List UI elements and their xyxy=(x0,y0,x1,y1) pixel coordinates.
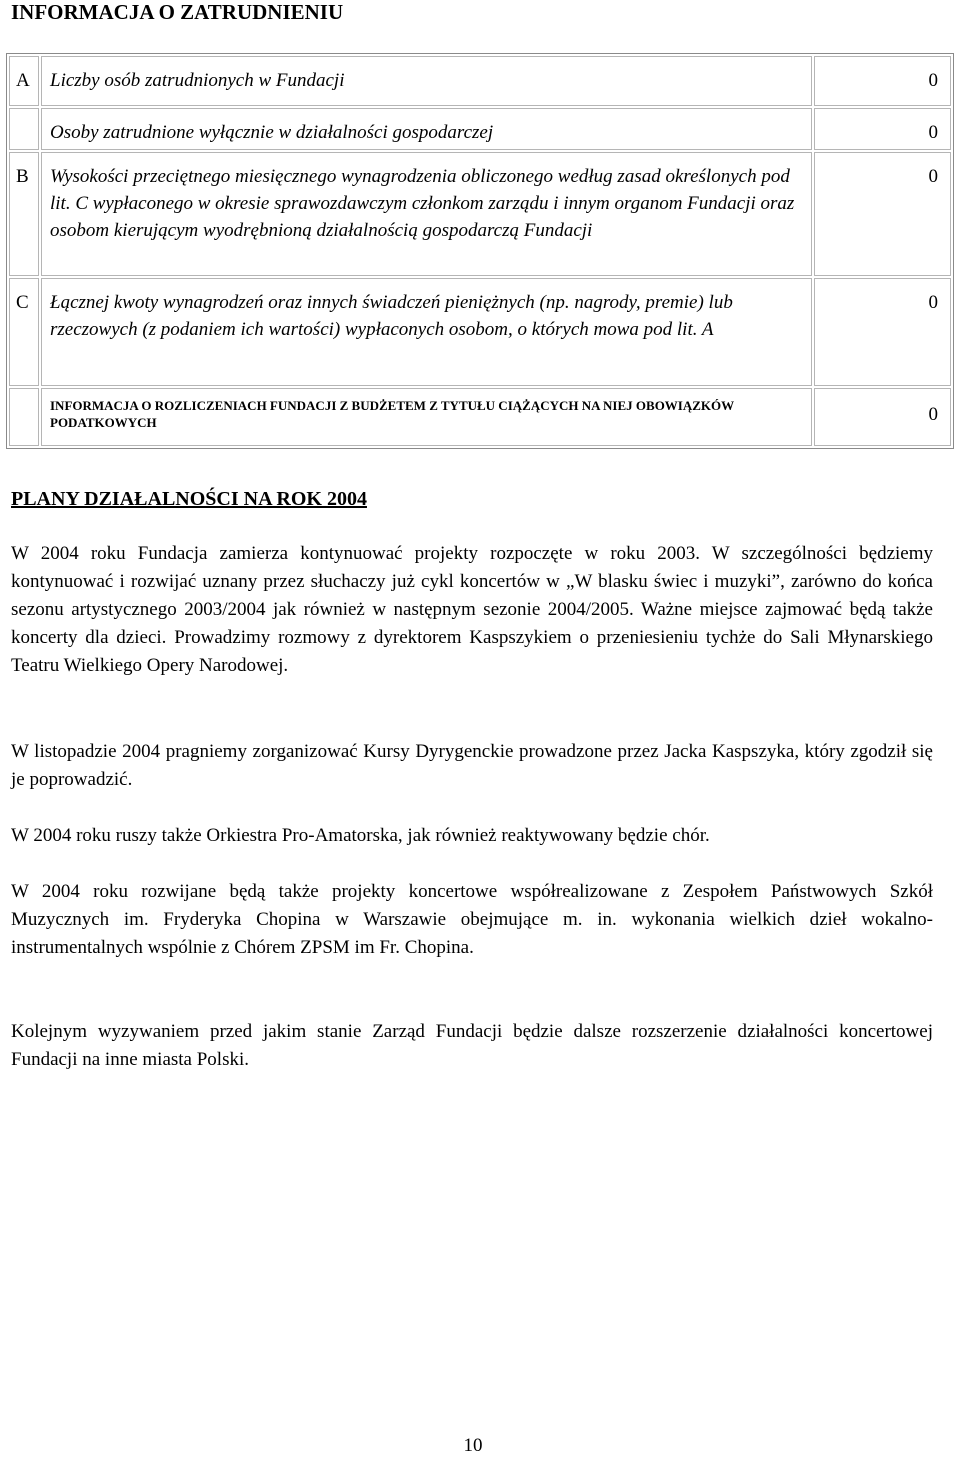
employment-table xyxy=(6,53,954,449)
row-value: 0 xyxy=(814,152,951,276)
page-number: 10 xyxy=(463,1435,483,1456)
row-value: 0 xyxy=(814,108,951,150)
table-row xyxy=(9,108,951,150)
plans-title: PLANY DZIAŁALNOŚCI NA ROK 2004 xyxy=(11,488,367,510)
row-description: INFORMACJA O ROZLICZENIACH FUNDACJI Z BUDŻETEM Z TYTUŁU CIĄŻĄCYCH NA NIEJ OBOWIĄZKÓW PODATKOWYCH xyxy=(41,388,812,446)
table-row xyxy=(9,388,951,446)
plans-paragraph-2: W listopadzie 2004 pragniemy zorganizować Kursy Dyrygenckie prowadzone przez Jacka Kaspszyka, który zgodził się je poprowadzić. xyxy=(11,741,933,790)
row-letter xyxy=(9,388,39,446)
table-row xyxy=(9,152,951,276)
row-letter xyxy=(9,108,39,150)
row-description: Osoby zatrudnione wyłącznie w działalności gospodarczej xyxy=(41,108,812,150)
plans-paragraph-3: W 2004 roku ruszy także Orkiestra Pro-Amatorska, jak również reaktywowany będzie chór. xyxy=(11,825,710,846)
table-row xyxy=(9,56,951,106)
row-description: Łącznej kwoty wynagrodzeń oraz innych świadczeń pieniężnych (np. nagrody, premie) lub rzeczowych (z podaniem ich wartości) wypłaconych osobom, o których mowa pod lit. A xyxy=(41,278,812,386)
plans-paragraph-5: Kolejnym wyzywaniem przed jakim stanie Zarząd Fundacji będzie dalsze rozszerzenie działalności koncertowej Fundacji na inne miasta Polski. xyxy=(11,1021,933,1070)
employment-heading: INFORMACJA O ZATRUDNIENIU xyxy=(11,0,344,24)
row-value: 0 xyxy=(814,56,951,106)
row-value: 0 xyxy=(814,278,951,386)
row-value: 0 xyxy=(814,388,951,446)
row-description: Wysokości przeciętnego miesięcznego wynagrodzenia obliczonego według zasad określonych pod lit. C wypłaconego w okresie sprawozdawczym członkom zarządu i innym organom Fundacji oraz osobom kierującym wyodrębnioną działalnością gospodarczą Fundacji xyxy=(41,152,812,276)
row-letter: A xyxy=(9,56,39,106)
row-letter: C xyxy=(9,278,39,386)
plans-paragraph-1: W 2004 roku Fundacja zamierza kontynuować projekty rozpoczęte w roku 2003. W szczególności będziemy kontynuować i rozwijać uznany przez słuchaczy już cykl koncertów w „W blasku świec i muzyki”, zarówno do końca sezonu artystycznego 2003/2004 jak również w następnym sezonie 2004/2005. Ważne miejsce zajmować będą także koncerty dla dzieci. Prowadzimy rozmowy z dyrektorem Kaspszykiem o przeniesieniu tychże do Sali Młynarskiego Teatru Wielkiego Opery Narodowej. xyxy=(11,543,933,676)
row-letter: B xyxy=(9,152,39,276)
row-description: Liczby osób zatrudnionych w Fundacji xyxy=(41,56,812,106)
table-row xyxy=(9,278,951,386)
plans-paragraph-4: W 2004 roku rozwijane będą także projekty koncertowe współrealizowane z Zespołem Państwowych Szkół Muzycznych im. Fryderyka Chopina w Warszawie obejmujące m. in. wykonania wielkich dzieł wokalno-instrumentalnych wspólnie z Chórem ZPSM im Fr. Chopina. xyxy=(11,881,933,958)
